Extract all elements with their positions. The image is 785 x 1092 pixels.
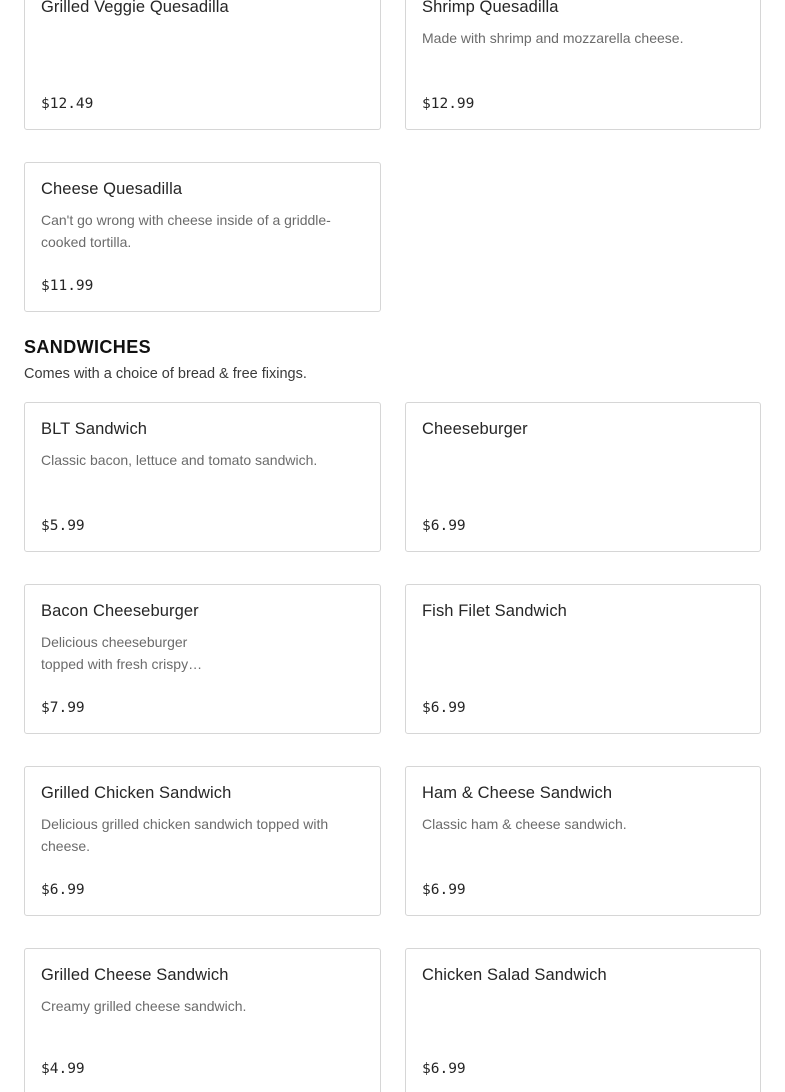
menu-item-price: $6.99 xyxy=(422,882,466,898)
menu-item-card[interactable] xyxy=(24,584,381,734)
menu-item-name: Shrimp Quesadilla xyxy=(422,0,559,16)
menu-item-card[interactable] xyxy=(24,402,381,552)
menu-item-card[interactable] xyxy=(405,948,761,1092)
menu-item-name: Cheeseburger xyxy=(422,420,528,438)
menu-item-card[interactable] xyxy=(24,162,381,312)
menu-item-card[interactable] xyxy=(24,766,381,916)
menu-item-price: $6.99 xyxy=(422,518,466,534)
menu-item-price: $6.99 xyxy=(422,1061,466,1077)
section-title: SANDWICHES xyxy=(24,337,152,357)
menu-item-price: $12.49 xyxy=(41,96,94,112)
menu-item-description: Classic ham & cheese sandwich. xyxy=(422,816,627,832)
menu-item-card[interactable] xyxy=(405,584,761,734)
menu-item-description: Delicious cheeseburger topped with fresh crispy… xyxy=(41,634,203,672)
menu-item-price: $5.99 xyxy=(41,518,85,534)
menu-item-price: $6.99 xyxy=(422,700,466,716)
menu-item-price: $6.99 xyxy=(41,882,85,898)
menu-item-price: $11.99 xyxy=(41,278,94,294)
menu-item-card[interactable] xyxy=(24,0,381,130)
menu-item-name: Bacon Cheeseburger xyxy=(41,602,199,620)
menu-item-name: BLT Sandwich xyxy=(41,420,148,438)
menu-item-card[interactable] xyxy=(405,766,761,916)
menu-item-description: Creamy grilled cheese sandwich. xyxy=(41,998,247,1014)
menu-item-name: Cheese Quesadilla xyxy=(41,180,183,198)
menu-item-card[interactable] xyxy=(405,0,761,130)
menu-item-description: Delicious grilled chicken sandwich topped with cheese. xyxy=(41,816,329,854)
menu-item-name: Grilled Cheese Sandwich xyxy=(41,966,229,984)
menu-item-description: Can't go wrong with cheese inside of a griddle-cooked tortilla. xyxy=(41,212,331,250)
menu-item-name: Grilled Veggie Quesadilla xyxy=(41,0,229,16)
menu-item-price: $4.99 xyxy=(41,1061,85,1077)
menu-item-price: $12.99 xyxy=(422,96,475,112)
menu-item-description: Classic bacon, lettuce and tomato sandwich. xyxy=(41,452,318,468)
menu-item-description: Made with shrimp and mozzarella cheese. xyxy=(422,30,684,46)
menu-item-price: $7.99 xyxy=(41,700,85,716)
menu-item-card[interactable] xyxy=(405,402,761,552)
menu-item-name: Ham & Cheese Sandwich xyxy=(422,784,613,802)
menu-item-name: Fish Filet Sandwich xyxy=(422,602,567,620)
menu-item-name: Chicken Salad Sandwich xyxy=(422,966,607,984)
menu-item-name: Grilled Chicken Sandwich xyxy=(41,784,232,802)
section-subtitle: Comes with a choice of bread & free fixings. xyxy=(24,366,307,382)
menu-item-card[interactable] xyxy=(24,948,381,1092)
